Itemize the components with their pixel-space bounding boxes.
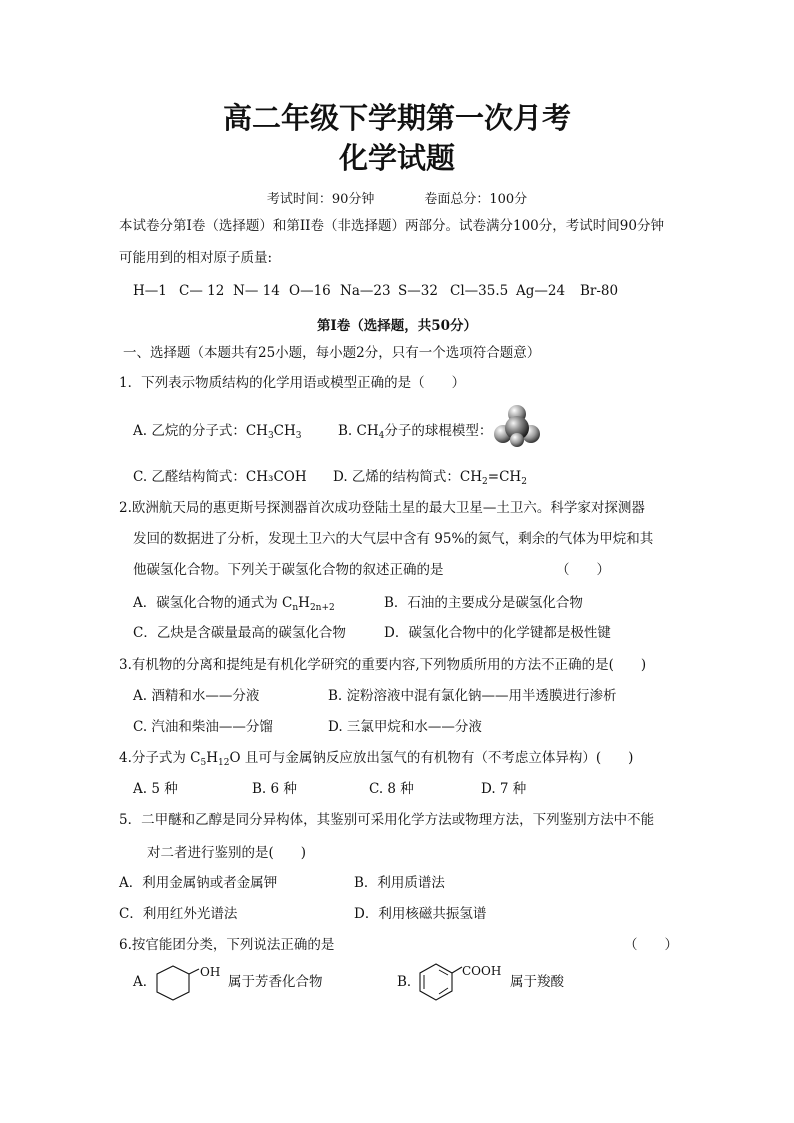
q2-option-b: B．石油的主要成分是碳氢化合物 — [384, 595, 583, 611]
q5-option-b: B．利用质谱法 — [354, 875, 445, 891]
q5-option-c: C．利用红外光谱法 — [119, 906, 238, 922]
q1-option-c: C. 乙醛结构简式：CH₃COH — [133, 469, 307, 485]
q3-option-b: B. 淀粉溶液中混有氯化钠——用半透膜进行渗析 — [328, 688, 617, 704]
q5-option-a: A．利用金属钠或者金属钾 — [119, 875, 278, 891]
exam-info — [0, 188, 794, 207]
q3-stem: 3.有机物的分离和提纯是有机化学研究的重要内容,下列物质所用的方法不正确的是( ) — [119, 657, 647, 673]
atomic-mass: Cl—35.5 — [450, 283, 509, 299]
atomic-mass: C— 12 — [179, 283, 225, 299]
q4-option-c: C. 8 种 — [369, 781, 414, 797]
ball-and-stick-model-image — [492, 404, 542, 448]
q4-option-d: D. 7 种 — [481, 781, 527, 797]
q1-option-b: B. $CH_4$分子的球棍模型： — [338, 423, 493, 441]
intro-text: 本试卷分第I卷（选择题）和第II卷（非选择题）两部分。试卷满分100分，考试时间90分钟 — [119, 218, 664, 234]
section-title: 第I卷（选择题，共50分） — [316, 318, 478, 334]
q5-stem-line2: 对二者进行鉴别的是( ) — [147, 845, 307, 861]
q2-answer-paren: （ ） — [556, 562, 610, 578]
q6-option-b-label: B． — [397, 974, 421, 990]
q4-option-a: A. 5 种 — [133, 781, 178, 797]
total-score: 卷面总分：100分 — [424, 192, 528, 207]
q6-option-b-group: COOH — [462, 964, 502, 978]
atomic-mass: O—16 — [289, 283, 331, 299]
exam-title: 高二年级下学期第一次月考 — [222, 101, 571, 135]
atomic-mass: Na—23 — [340, 283, 391, 299]
atomic-mass: Ag—24 — [516, 283, 566, 299]
q2-stem-line2: 发回的数据进了分析，发现土卫六的大气层中含有 95%的氮气，剩余的气体为甲烷和其 — [133, 531, 654, 547]
exam-time: 考试时间：90分钟 — [266, 192, 375, 207]
atomic-mass: S—32 — [398, 283, 438, 299]
q4-stem: 4.分子式为 $C_5H_{12}O$ 且可与金属钠反应放出氢气的有机物有（不考虑立体异构）( ) — [119, 750, 634, 768]
atomic-mass: N— 14 — [233, 283, 280, 299]
q1-stem: 1．下列表示物质结构的化学用语或模型正确的是（ ） — [119, 375, 466, 391]
exam-subtitle: 化学试题 — [338, 141, 455, 175]
q2-option-d: D．碳氢化合物中的化学键都是极性键 — [384, 625, 611, 641]
q6-option-a-label: A． — [133, 974, 157, 990]
atomic-mass-label: 可能用到的相对原子质量: — [119, 250, 273, 266]
atomic-mass: Br-80 — [580, 283, 619, 299]
q2-stem-line1: 2.欧洲航天局的惠更斯号探测器首次成功登陆土星的最大卫星—土卫六。科学家对探测器 — [119, 500, 645, 516]
q2-option-a: A．碳氢化合物的通式为 $C_nH_{2n+2}$ — [133, 595, 335, 613]
q2-option-c: C．乙炔是含碳量最高的碳氢化合物 — [133, 625, 346, 641]
atomic-mass: H—1 — [133, 283, 167, 299]
q1-option-d: D. 乙烯的结构简式：$CH_2=CH_2$ — [333, 469, 527, 487]
q2-stem-line3: 他碳氢化合物。下列关于碳氢化合物的叙述正确的是 — [133, 562, 444, 578]
q5-stem-line1: 5．二甲醚和乙醇是同分异构体，其鉴别可采用化学方法或物理方法，下列鉴别方法中不能 — [119, 812, 655, 828]
q6-stem: 6.按官能团分类，下列说法正确的是 — [119, 937, 335, 953]
part-heading: 一、选择题（本题共有25小题，每小题2分，只有一个选项符合题意） — [123, 345, 541, 361]
q3-option-d: D. 三氯甲烷和水——分液 — [328, 719, 482, 735]
q3-option-c: C. 汽油和柴油——分馏 — [133, 719, 273, 735]
q6-option-a-group: OH — [200, 965, 221, 979]
q5-option-d: D．利用核磁共振氢谱 — [354, 906, 487, 922]
q3-option-a: A. 酒精和水——分液 — [133, 688, 260, 704]
atomic-mass-list — [133, 282, 618, 300]
q1-option-a: A. 乙烷的分子式：$CH_3CH_3$ — [133, 423, 302, 441]
q6-option-b-text: 属于羧酸 — [510, 974, 564, 990]
q6-answer-paren: （ ） — [624, 937, 678, 953]
q6-option-a-text: 属于芳香化合物 — [228, 974, 323, 990]
q4-option-b: B. 6 种 — [252, 781, 297, 797]
